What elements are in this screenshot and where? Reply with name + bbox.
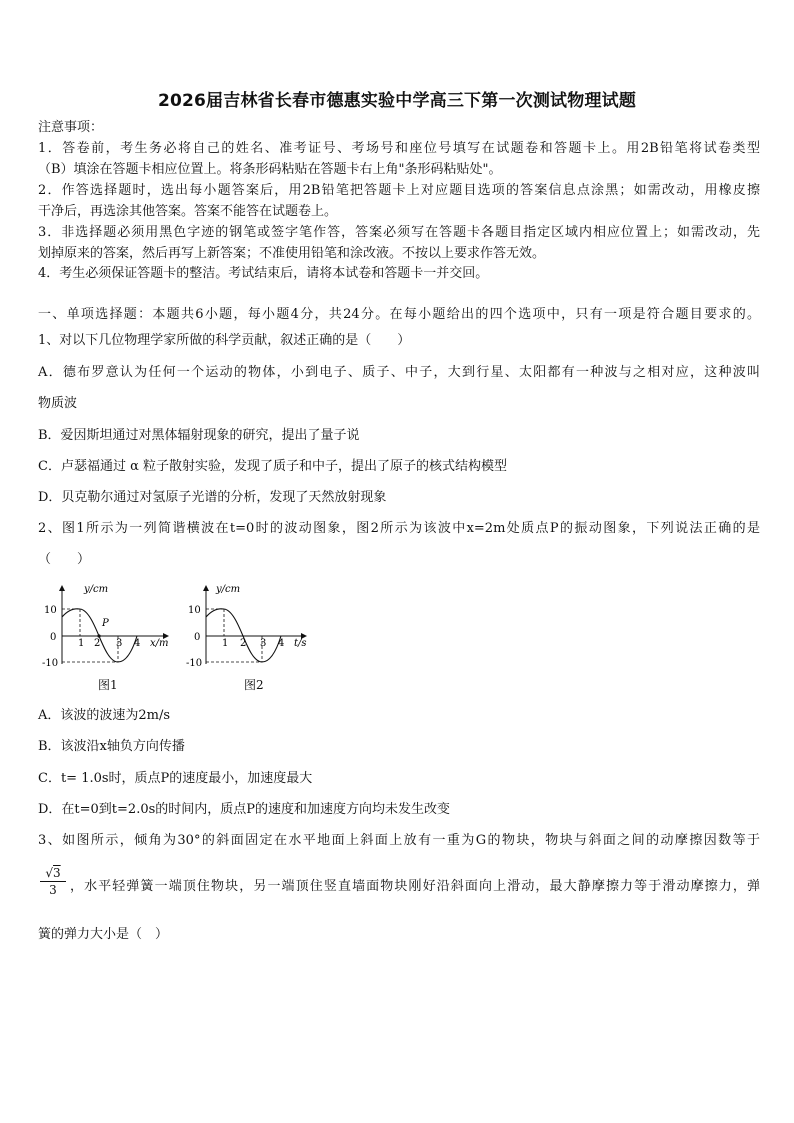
q2-option-d: D．在t=0到t=2.0s的时间内，质点P的速度和加速度方向均未发生改变 [38, 802, 451, 817]
q3-stem-end: 簧的弹力大小是（ ） [38, 927, 169, 942]
y-tick-label: -10 [42, 658, 59, 669]
x-tick-label: 3 [116, 638, 123, 649]
t-tick-label: 2 [240, 638, 247, 649]
q2-stem: 2、图1所示为一列简谐横波在t=0时的波动图象，图2所示为该波中x=2m处质点P的振动图象，下列说法正确的是 [38, 521, 760, 536]
y-tick-label: -10 [186, 658, 203, 669]
vibration-curve [206, 609, 281, 662]
y-axis-label: y/cm [216, 584, 241, 595]
q1-option-a-cont: 物质波 [38, 396, 78, 411]
x-tick-label: 4 [134, 638, 141, 649]
point-p-label: P [102, 618, 109, 629]
notice-line: （B）填涂在答题卡相应位置上。将条形码粘贴在答题卡右上角"条形码粘贴处"。 [38, 162, 502, 177]
q3-stem: 3、如图所示，倾角为30°的斜面固定在水平地面上斜面上放有一重为G的物块，物块与斜面之间的动摩擦因数等于 [38, 833, 760, 848]
fraction-numerator: 3 [53, 866, 61, 880]
notice-heading: 注意事项： [38, 120, 104, 135]
section-heading: 一、单项选择题：本题共6小题，每小题4分，共24分。在每小题给出的四个选项中，只有一项是符合题目要求的。 [38, 307, 760, 322]
y-tick-label: 10 [188, 605, 201, 616]
q2-stem-cont: （ ） [38, 552, 91, 567]
figure-2-vibration-graph [182, 580, 314, 672]
notice-line: 干净后，再选涂其他答案。答案不能答在试题卷上。 [38, 204, 338, 219]
q3-stem-cont: ，水平轻弹簧一端顶住物块，另一端顶住竖直墙面物块刚好沿斜面向上滑动，最大静摩擦力等于滑动摩擦力，弹 [70, 879, 760, 894]
q2-option-a: A．该波的波速为2m/s [38, 708, 171, 723]
y-tick-label: 0 [50, 632, 57, 643]
t-tick-label: 4 [278, 638, 285, 649]
figure-1-wave-graph [38, 580, 178, 672]
q1-option-b: B．爱因斯坦通过对黑体辐射现象的研究，提出了量子说 [38, 428, 360, 443]
notice-line: 4．考生必须保证答题卡的整洁。考试结束后，请将本试卷和答题卡一并交回。 [38, 266, 489, 281]
notice-line: 1．答卷前，考生务必将自己的姓名、准考证号、考场号和座位号填写在试题卷和答题卡上。用2B铅笔将试卷类型 [38, 141, 760, 156]
q1-option-d: D．贝克勒尔通过对氢原子光谱的分析，发现了天然放射现象 [38, 490, 387, 505]
t-tick-label: 1 [222, 638, 229, 649]
q1-stem: 1、对以下几位物理学家所做的科学贡献，叙述正确的是（ ） [38, 333, 411, 348]
notice-line: 划掉原来的答案，然后再写上新答案；不准使用铅笔和涂改液。不按以上要求作答无效。 [38, 246, 546, 261]
t-tick-label: 3 [260, 638, 267, 649]
y-tick-label: 10 [44, 605, 57, 616]
figure-1-caption: 图1 [98, 678, 118, 692]
sqrt-sign: √ [45, 866, 53, 880]
fraction-denominator: 3 [49, 883, 57, 897]
t-axis-label: t/s [294, 638, 307, 649]
x-tick-label: 2 [94, 638, 101, 649]
q2-option-b: B．该波沿x轴负方向传播 [38, 739, 185, 754]
q1-option-a: A．德布罗意认为任何一个运动的物体，小到电子、质子、中子，大到行星、太阳都有一种波与之相对应，这种波叫 [38, 365, 760, 380]
q2-option-c: C．t= 1.0s时，质点P的速度最小，加速度最大 [38, 771, 313, 786]
y-tick-label: 0 [194, 632, 201, 643]
q1-option-c: C．卢瑟福通过 α 粒子散射实验，发现了质子和中子，提出了原子的核式结构模型 [38, 459, 507, 474]
page-title: 2026届吉林省长春市德惠实验中学高三下第一次测试物理试题 [157, 91, 637, 111]
figure-2-caption: 图2 [244, 678, 264, 692]
sqrt3-over-3-fraction [40, 866, 66, 897]
x-tick-label: 1 [78, 638, 85, 649]
x-axis-label: x/m [150, 638, 169, 649]
y-axis-label: y/cm [84, 584, 109, 595]
notice-line: 2．作答选择题时，选出每小题答案后，用2B铅笔把答题卡上对应题目选项的答案信息点涂黑；如需改动，用橡皮擦 [38, 183, 760, 198]
notice-line: 3．非选择题必须用黑色字迹的钢笔或签字笔作答，答案必须写在答题卡各题目指定区域内相应位置上；如需改动，先 [38, 225, 760, 240]
